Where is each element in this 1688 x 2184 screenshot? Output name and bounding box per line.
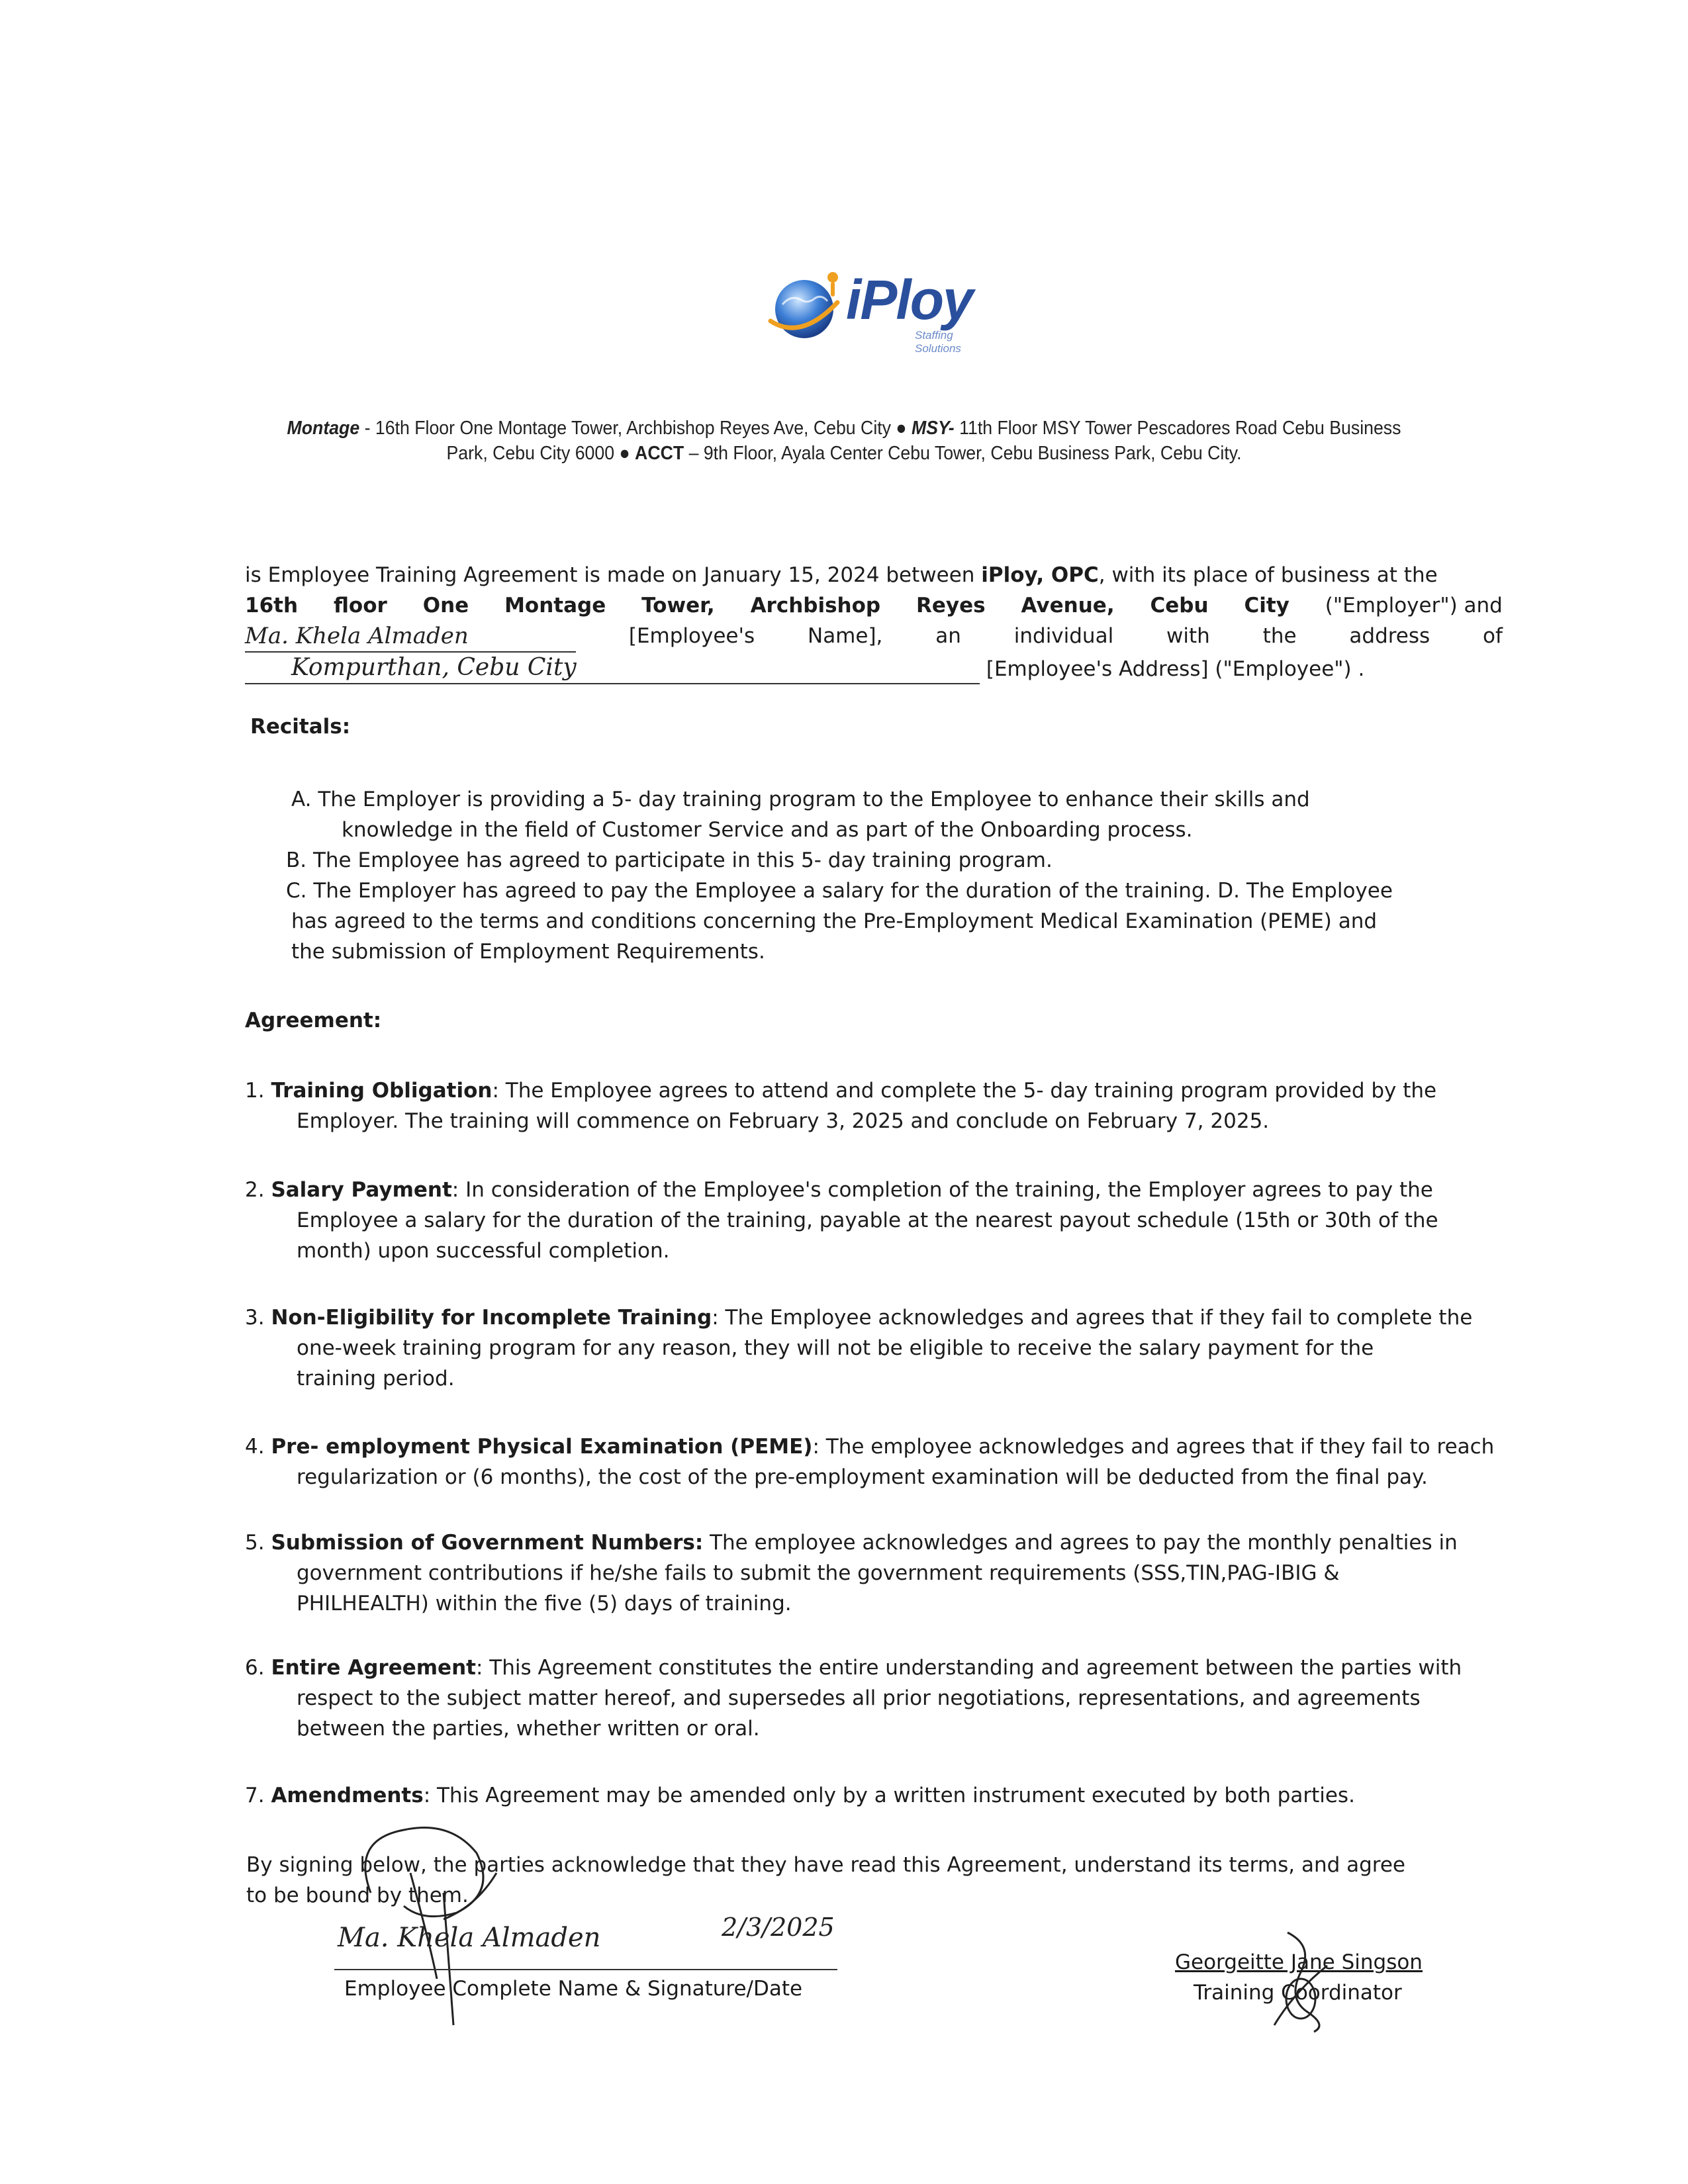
iploy-logo xyxy=(768,261,993,355)
recital-c: C. The Employer has agreed to pay the Employee a salary for the duration of the training. D. The Employee xyxy=(286,879,1393,903)
intro-line-3: Ma. Khela Almaden [Employee's Name], an individual with the address of xyxy=(245,621,1503,653)
bullet-icon: ● xyxy=(896,418,907,439)
employee-address-handwritten: Kompurthan, Cebu City xyxy=(245,653,980,684)
agreement-item-7: 7. Amendments: This Agreement may be amended only by a written instrument executed by both parties. xyxy=(245,1784,1355,1807)
msy-address: 11th Floor MSY Tower Pescadores Road Cebu Business Park, Cebu City 6000 xyxy=(446,418,1401,464)
recitals-list xyxy=(286,784,1483,967)
globe-icon xyxy=(768,268,844,344)
recital-c-cont: has agreed to the terms and conditions concerning the Pre-Employment Medical Examination (PEME) and xyxy=(291,909,1378,933)
agreement-item-3: 3. Non-Eligibility for Incomplete Training: The Employee acknowledges and agrees that if they fail to complete the one-week training program for any reason, they will not be eligible to receive the salary payment for the training period. xyxy=(245,1306,1473,1390)
acct-label: ACCT xyxy=(635,443,684,464)
intro-paragraph xyxy=(245,560,1503,684)
logo-wordmark: iPloy xyxy=(846,269,972,331)
agreement-item-6: 6. Entire Agreement: This Agreement constitutes the entire understanding and agreement between the parties with respect to the subject matter hereof, and supersedes all prior negotiations, representations, and agreements between the parties, whether written or oral. xyxy=(245,1656,1462,1741)
montage-label: Montage xyxy=(287,418,360,439)
coordinator-signature-icon xyxy=(1261,1926,1340,2038)
employee-signature-label: Employee Complete Name & Signature/Date xyxy=(344,1977,803,2001)
closing-paragraph: By signing below, the parties acknowledge that they have read this Agreement, understand its terms, and agree to be bound by them. xyxy=(246,1853,1406,1907)
coordinator-name: Georgeitte Jane Singson xyxy=(1175,1950,1423,1974)
msy-label: MSY- xyxy=(911,418,955,439)
agreement-item-4: 4. Pre- employment Physical Examination (PEME): The employee acknowledges and agrees that if they fail to reach regularization or (6 months), the cost of the pre-employment examination will be deducted from the final pay. xyxy=(245,1435,1495,1489)
office-addresses xyxy=(275,416,1413,466)
agreement-item-1: 1. Training Obligation: The Employee agrees to attend and complete the 5- day training program provided by the Employer. The training will commence on February 3, 2025 and conclude on February 7, 2025. xyxy=(245,1079,1437,1133)
logo-tagline: Staffing Solutions xyxy=(915,329,961,355)
recital-a: A. The Employer is providing a 5- day training program to the Employee to enhance their skills and xyxy=(291,788,1310,811)
recital-a-cont: knowledge in the field of Customer Service and as part of the Onboarding process. xyxy=(342,818,1193,842)
intro-line-4: Kompurthan, Cebu City [Employee's Address] ("Employee") . xyxy=(245,653,1503,684)
agreement-item-2: 2. Salary Payment: In consideration of the Employee's completion of the training, the Employer agrees to pay the Employee a salary for the duration of the training, payable at the nearest payout schedule (15th or 30th of the month) upon successful completion. xyxy=(245,1178,1438,1263)
recitals-heading: Recitals: xyxy=(250,715,351,739)
coordinator-title: Training Coordinator xyxy=(1194,1981,1402,2005)
recital-c-cont: the submission of Employment Requirements. xyxy=(291,940,765,964)
montage-address: - 16th Floor One Montage Tower, Archbishop Reyes Ave, Cebu City xyxy=(359,418,892,439)
intro-line-1: is Employee Training Agreement is made on January 15, 2024 between iPloy, OPC, with its place of business at the xyxy=(245,563,1438,587)
recital-b: B. The Employee has agreed to participate in this 5- day training program. xyxy=(286,848,1053,872)
company-name: iPloy, OPC xyxy=(981,563,1099,587)
bullet-icon: ● xyxy=(619,443,630,464)
acct-address: – 9th Floor, Ayala Center Cebu Tower, Cebu Business Park, Cebu City. xyxy=(684,443,1242,464)
employee-name-handwritten: Ma. Khela Almaden xyxy=(245,621,576,653)
agreement-item-5: 5. Submission of Government Numbers: The employee acknowledges and agrees to pay the monthly penalties in government contributions if he/she fails to submit the government requirements (SSS,TIN,PAG-IBIG & PHILHEALTH) within the five (5) days of training. xyxy=(245,1531,1458,1615)
agreement-heading: Agreement: xyxy=(245,1009,382,1032)
employee-signature-date: 2/3/2025 xyxy=(722,1913,835,1942)
employee-signature-handwritten: Ma. Khela Almaden xyxy=(338,1923,601,1953)
employee-signature-line xyxy=(334,1969,837,1970)
intro-line-2: 16th floor One Montage Tower, Archbishop Reyes Avenue, Cebu City ("Employer") and xyxy=(245,594,1503,617)
